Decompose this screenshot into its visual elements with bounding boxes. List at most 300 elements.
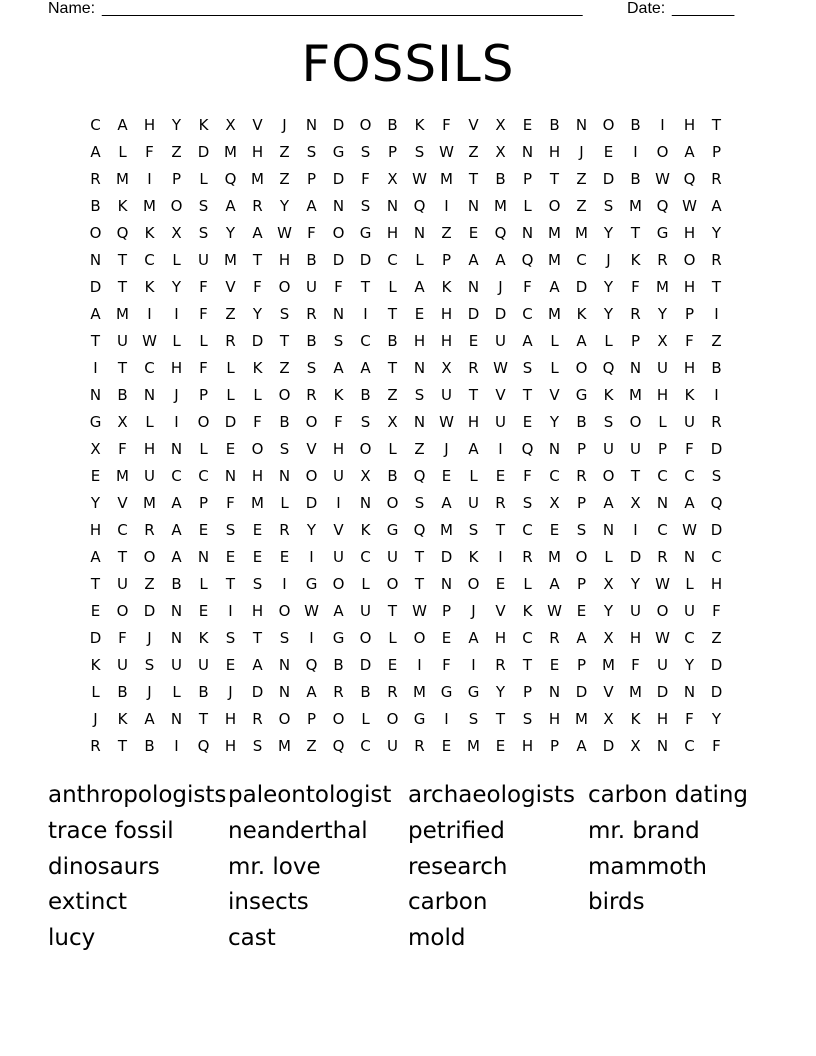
grid-letter[interactable]: B xyxy=(117,386,128,404)
grid-letter[interactable]: A xyxy=(171,521,182,539)
grid-letter[interactable]: Z xyxy=(576,170,587,188)
grid-letter[interactable]: I xyxy=(174,737,179,755)
grid-letter[interactable]: Y xyxy=(684,656,695,674)
grid-letter[interactable]: B xyxy=(306,251,317,269)
grid-letter[interactable]: S xyxy=(468,521,479,539)
grid-letter[interactable]: P xyxy=(684,305,695,323)
grid-letter[interactable]: W xyxy=(277,224,292,242)
grid-letter[interactable]: F xyxy=(199,305,208,323)
grid-letter[interactable]: E xyxy=(576,602,587,620)
grid-letter[interactable]: H xyxy=(386,224,399,242)
grid-letter[interactable]: S xyxy=(333,332,344,350)
grid-letter[interactable]: M xyxy=(116,305,129,323)
grid-letter[interactable]: R xyxy=(657,251,668,269)
grid-letter[interactable]: H xyxy=(683,278,696,296)
grid-letter[interactable]: L xyxy=(361,710,370,728)
grid-letter[interactable]: M xyxy=(548,548,561,566)
grid-letter[interactable]: M xyxy=(575,224,588,242)
grid-letter[interactable]: N xyxy=(575,116,588,134)
grid-letter[interactable]: Q xyxy=(413,197,426,215)
grid-letter[interactable]: O xyxy=(359,116,372,134)
grid-letter[interactable]: C xyxy=(117,521,128,539)
grid-letter[interactable]: L xyxy=(523,575,532,593)
grid-letter[interactable]: A xyxy=(117,116,128,134)
grid-letter[interactable]: C xyxy=(360,548,371,566)
grid-letter[interactable]: I xyxy=(444,710,449,728)
grid-letter[interactable]: T xyxy=(414,548,425,566)
grid-letter[interactable]: O xyxy=(332,710,345,728)
grid-letter[interactable]: C xyxy=(171,467,182,485)
grid-letter[interactable]: P xyxy=(549,737,560,755)
grid-letter[interactable]: D xyxy=(251,332,264,350)
grid-letter[interactable]: B xyxy=(711,359,722,377)
grid-letter[interactable]: Y xyxy=(630,575,641,593)
grid-letter[interactable]: H xyxy=(548,710,561,728)
grid-letter[interactable]: J xyxy=(282,116,287,134)
grid-letter[interactable]: C xyxy=(360,332,371,350)
grid-letter[interactable]: O xyxy=(197,413,210,431)
grid-letter[interactable]: E xyxy=(252,521,263,539)
grid-letter[interactable]: A xyxy=(252,224,263,242)
grid-letter[interactable]: H xyxy=(683,224,696,242)
grid-letter[interactable]: M xyxy=(575,710,588,728)
grid-letter[interactable]: D xyxy=(602,170,615,188)
grid-letter[interactable]: M xyxy=(656,278,669,296)
grid-letter[interactable]: X xyxy=(630,737,641,755)
grid-letter[interactable]: V xyxy=(495,386,506,404)
grid-letter[interactable]: Y xyxy=(603,305,614,323)
grid-letter[interactable]: T xyxy=(117,359,128,377)
grid-letter[interactable]: O xyxy=(170,197,183,215)
grid-letter[interactable]: F xyxy=(685,710,694,728)
grid-letter[interactable]: Y xyxy=(657,305,668,323)
grid-letter[interactable]: B xyxy=(306,332,317,350)
grid-letter[interactable]: O xyxy=(575,359,588,377)
grid-letter[interactable]: W xyxy=(493,359,508,377)
grid-letter[interactable]: E xyxy=(198,602,209,620)
grid-letter[interactable]: C xyxy=(522,305,533,323)
grid-letter[interactable]: P xyxy=(387,143,398,161)
grid-letter[interactable]: L xyxy=(253,386,262,404)
grid-letter[interactable]: G xyxy=(656,224,669,242)
grid-letter[interactable]: B xyxy=(387,332,398,350)
grid-letter[interactable]: U xyxy=(630,602,641,620)
grid-letter[interactable]: E xyxy=(198,521,209,539)
grid-letter[interactable]: O xyxy=(278,710,291,728)
grid-letter[interactable]: T xyxy=(522,656,533,674)
grid-letter[interactable]: F xyxy=(199,359,208,377)
grid-letter[interactable]: M xyxy=(548,305,561,323)
grid-letter[interactable]: F xyxy=(307,224,316,242)
grid-letter[interactable]: C xyxy=(684,467,695,485)
grid-letter[interactable]: H xyxy=(251,602,264,620)
grid-letter[interactable]: D xyxy=(359,251,372,269)
grid-letter[interactable]: D xyxy=(332,170,345,188)
grid-letter[interactable]: T xyxy=(495,521,506,539)
grid-letter[interactable]: Q xyxy=(305,656,318,674)
grid-letter[interactable]: B xyxy=(387,116,398,134)
grid-letter[interactable]: A xyxy=(522,332,533,350)
grid-letter[interactable]: X xyxy=(495,116,506,134)
grid-letter[interactable]: N xyxy=(548,683,561,701)
grid-letter[interactable]: H xyxy=(251,467,264,485)
grid-letter[interactable]: E xyxy=(495,575,506,593)
grid-letter[interactable]: I xyxy=(498,548,503,566)
grid-letter[interactable]: R xyxy=(279,521,290,539)
grid-letter[interactable]: R xyxy=(495,656,506,674)
grid-letter[interactable]: A xyxy=(441,494,452,512)
grid-letter[interactable]: O xyxy=(332,575,345,593)
grid-letter[interactable]: C xyxy=(711,548,722,566)
grid-letter[interactable]: S xyxy=(522,710,533,728)
grid-letter[interactable]: U xyxy=(468,494,479,512)
grid-letter[interactable]: M xyxy=(116,170,129,188)
grid-letter[interactable]: V xyxy=(306,440,317,458)
grid-letter[interactable]: M xyxy=(467,737,480,755)
grid-letter[interactable]: D xyxy=(143,602,156,620)
grid-letter[interactable]: T xyxy=(495,710,506,728)
grid-letter[interactable]: N xyxy=(521,143,534,161)
grid-letter[interactable]: Q xyxy=(494,224,507,242)
grid-letter[interactable]: I xyxy=(633,521,638,539)
grid-letter[interactable]: M xyxy=(602,656,615,674)
grid-letter[interactable]: C xyxy=(576,251,587,269)
grid-letter[interactable]: B xyxy=(198,683,209,701)
grid-letter[interactable]: E xyxy=(468,332,479,350)
grid-letter[interactable]: I xyxy=(228,602,233,620)
grid-letter[interactable]: O xyxy=(386,575,399,593)
grid-letter[interactable]: O xyxy=(602,467,615,485)
grid-letter[interactable]: S xyxy=(414,143,425,161)
grid-letter[interactable]: O xyxy=(629,413,642,431)
grid-letter[interactable]: C xyxy=(144,359,155,377)
grid-letter[interactable]: A xyxy=(333,602,344,620)
grid-letter[interactable]: H xyxy=(251,143,264,161)
grid-letter[interactable]: T xyxy=(117,548,128,566)
date-blank-line[interactable]: _______ xyxy=(672,0,735,17)
grid-letter[interactable]: D xyxy=(656,683,669,701)
grid-letter[interactable]: T xyxy=(90,575,101,593)
grid-letter[interactable]: X xyxy=(630,494,641,512)
grid-letter[interactable]: T xyxy=(522,386,533,404)
grid-letter[interactable]: R xyxy=(576,467,587,485)
grid-letter[interactable]: S xyxy=(279,440,290,458)
grid-letter[interactable]: K xyxy=(576,305,587,323)
grid-letter[interactable]: X xyxy=(171,224,182,242)
grid-letter[interactable]: Z xyxy=(711,332,722,350)
grid-letter[interactable]: R xyxy=(711,170,722,188)
grid-letter[interactable]: Z xyxy=(279,143,290,161)
grid-letter[interactable]: Q xyxy=(521,440,534,458)
grid-letter[interactable]: X xyxy=(441,359,452,377)
grid-letter[interactable]: L xyxy=(361,575,370,593)
grid-letter[interactable]: Q xyxy=(197,737,210,755)
grid-letter[interactable]: H xyxy=(224,710,237,728)
grid-letter[interactable]: K xyxy=(117,710,128,728)
grid-letter[interactable]: P xyxy=(630,332,641,350)
grid-letter[interactable]: L xyxy=(199,170,208,188)
grid-letter[interactable]: L xyxy=(685,575,694,593)
grid-letter[interactable]: E xyxy=(549,521,560,539)
grid-letter[interactable]: I xyxy=(174,305,179,323)
grid-letter[interactable]: N xyxy=(332,197,345,215)
grid-letter[interactable]: G xyxy=(386,521,399,539)
grid-letter[interactable]: R xyxy=(225,332,236,350)
grid-letter[interactable]: Z xyxy=(279,170,290,188)
grid-letter[interactable]: N xyxy=(656,737,669,755)
grid-letter[interactable]: Z xyxy=(279,359,290,377)
grid-letter[interactable]: S xyxy=(576,521,587,539)
grid-letter[interactable]: I xyxy=(336,494,341,512)
grid-letter[interactable]: D xyxy=(89,629,102,647)
grid-letter[interactable]: A xyxy=(144,710,155,728)
grid-letter[interactable]: D xyxy=(440,548,453,566)
grid-letter[interactable]: Y xyxy=(711,224,722,242)
grid-letter[interactable]: S xyxy=(252,737,263,755)
grid-letter[interactable]: A xyxy=(468,629,479,647)
grid-letter[interactable]: G xyxy=(359,224,372,242)
grid-letter[interactable]: M xyxy=(629,197,642,215)
grid-letter[interactable]: B xyxy=(576,413,587,431)
grid-letter[interactable]: D xyxy=(224,413,237,431)
grid-letter[interactable]: B xyxy=(495,170,506,188)
grid-letter[interactable]: D xyxy=(467,305,480,323)
grid-letter[interactable]: C xyxy=(657,467,668,485)
grid-letter[interactable]: M xyxy=(143,494,156,512)
grid-letter[interactable]: K xyxy=(360,521,371,539)
grid-letter[interactable]: T xyxy=(387,305,398,323)
grid-letter[interactable]: T xyxy=(252,251,263,269)
grid-letter[interactable]: Y xyxy=(252,305,263,323)
grid-letter[interactable]: Q xyxy=(116,224,129,242)
grid-letter[interactable]: Y xyxy=(225,224,236,242)
grid-letter[interactable]: N xyxy=(170,602,183,620)
grid-letter[interactable]: O xyxy=(413,629,426,647)
grid-letter[interactable]: N xyxy=(143,386,156,404)
grid-letter[interactable]: P xyxy=(198,386,209,404)
grid-letter[interactable]: H xyxy=(467,413,480,431)
grid-letter[interactable]: Q xyxy=(683,170,696,188)
grid-letter[interactable]: F xyxy=(253,278,262,296)
grid-letter[interactable]: F xyxy=(523,278,532,296)
grid-letter[interactable]: I xyxy=(309,548,314,566)
grid-letter[interactable]: P xyxy=(576,575,587,593)
grid-letter[interactable]: S xyxy=(522,359,533,377)
grid-letter[interactable]: Q xyxy=(521,251,534,269)
grid-letter[interactable]: B xyxy=(117,683,128,701)
grid-letter[interactable]: P xyxy=(171,170,182,188)
grid-letter[interactable]: J xyxy=(579,143,584,161)
grid-letter[interactable]: V xyxy=(603,683,614,701)
grid-letter[interactable]: L xyxy=(118,143,127,161)
grid-letter[interactable]: O xyxy=(116,602,129,620)
grid-letter[interactable]: C xyxy=(90,116,101,134)
grid-letter[interactable]: E xyxy=(225,548,236,566)
grid-letter[interactable]: V xyxy=(225,278,236,296)
grid-letter[interactable]: T xyxy=(90,332,101,350)
grid-letter[interactable]: Z xyxy=(468,143,479,161)
grid-letter[interactable]: C xyxy=(198,467,209,485)
grid-letter[interactable]: X xyxy=(549,494,560,512)
grid-letter[interactable]: D xyxy=(575,278,588,296)
grid-letter[interactable]: L xyxy=(226,359,235,377)
grid-letter[interactable]: S xyxy=(225,629,236,647)
grid-letter[interactable]: Y xyxy=(549,413,560,431)
grid-letter[interactable]: N xyxy=(386,197,399,215)
grid-letter[interactable]: F xyxy=(118,440,127,458)
grid-letter[interactable]: I xyxy=(174,413,179,431)
grid-letter[interactable]: S xyxy=(360,413,371,431)
grid-letter[interactable]: Z xyxy=(414,440,425,458)
grid-letter[interactable]: E xyxy=(414,305,425,323)
grid-letter[interactable]: B xyxy=(387,467,398,485)
grid-letter[interactable]: I xyxy=(471,656,476,674)
grid-letter[interactable]: E xyxy=(603,143,614,161)
grid-letter[interactable]: L xyxy=(172,332,181,350)
grid-letter[interactable]: T xyxy=(279,332,290,350)
grid-letter[interactable]: A xyxy=(333,359,344,377)
grid-letter[interactable]: E xyxy=(495,737,506,755)
grid-letter[interactable]: T xyxy=(468,170,479,188)
grid-letter[interactable]: U xyxy=(630,440,641,458)
grid-letter[interactable]: L xyxy=(388,440,397,458)
grid-letter[interactable]: T xyxy=(549,170,560,188)
grid-letter[interactable]: W xyxy=(412,170,427,188)
grid-letter[interactable]: G xyxy=(89,413,102,431)
grid-letter[interactable]: S xyxy=(603,197,614,215)
grid-letter[interactable]: E xyxy=(387,656,398,674)
grid-letter[interactable]: H xyxy=(656,386,669,404)
grid-letter[interactable]: H xyxy=(143,440,156,458)
grid-letter[interactable]: Q xyxy=(602,359,615,377)
grid-letter[interactable]: D xyxy=(251,683,264,701)
grid-letter[interactable]: W xyxy=(547,602,562,620)
grid-letter[interactable]: R xyxy=(711,251,722,269)
grid-letter[interactable]: N xyxy=(521,224,534,242)
grid-letter[interactable]: N xyxy=(683,683,696,701)
grid-letter[interactable]: G xyxy=(305,575,318,593)
grid-letter[interactable]: O xyxy=(359,440,372,458)
grid-letter[interactable]: B xyxy=(144,737,155,755)
grid-letter[interactable]: T xyxy=(252,629,263,647)
grid-letter[interactable]: A xyxy=(576,332,587,350)
grid-letter[interactable]: F xyxy=(685,440,694,458)
grid-letter[interactable]: P xyxy=(441,602,452,620)
grid-letter[interactable]: K xyxy=(144,224,155,242)
grid-letter[interactable]: K xyxy=(630,251,641,269)
grid-letter[interactable]: M xyxy=(251,494,264,512)
grid-letter[interactable]: H xyxy=(521,737,534,755)
grid-letter[interactable]: T xyxy=(468,386,479,404)
grid-letter[interactable]: D xyxy=(494,305,507,323)
grid-letter[interactable]: T xyxy=(117,278,128,296)
grid-letter[interactable]: R xyxy=(711,413,722,431)
grid-letter[interactable]: X xyxy=(603,575,614,593)
grid-letter[interactable]: Y xyxy=(711,710,722,728)
grid-letter[interactable]: K xyxy=(603,386,614,404)
grid-letter[interactable]: A xyxy=(495,251,506,269)
grid-letter[interactable]: Z xyxy=(306,737,317,755)
grid-letter[interactable]: P xyxy=(576,656,587,674)
grid-letter[interactable]: D xyxy=(197,143,210,161)
grid-letter[interactable]: A xyxy=(711,197,722,215)
grid-letter[interactable]: G xyxy=(332,143,345,161)
grid-letter[interactable]: D xyxy=(89,278,102,296)
grid-letter[interactable]: K xyxy=(684,386,695,404)
grid-letter[interactable]: E xyxy=(279,548,290,566)
grid-letter[interactable]: F xyxy=(685,332,694,350)
grid-letter[interactable]: L xyxy=(199,575,208,593)
grid-letter[interactable]: G xyxy=(440,683,453,701)
grid-letter[interactable]: O xyxy=(251,440,264,458)
grid-letter[interactable]: W xyxy=(439,413,454,431)
grid-letter[interactable]: N xyxy=(683,548,696,566)
grid-letter[interactable]: Z xyxy=(441,224,452,242)
grid-letter[interactable]: B xyxy=(549,116,560,134)
grid-letter[interactable]: C xyxy=(360,737,371,755)
grid-letter[interactable]: L xyxy=(415,251,424,269)
grid-letter[interactable]: J xyxy=(444,440,449,458)
grid-letter[interactable]: Q xyxy=(656,197,669,215)
grid-letter[interactable]: G xyxy=(467,683,480,701)
grid-letter[interactable]: M xyxy=(224,143,237,161)
grid-letter[interactable]: U xyxy=(333,467,344,485)
grid-letter[interactable]: F xyxy=(442,656,451,674)
grid-letter[interactable]: O xyxy=(656,602,669,620)
grid-letter[interactable]: A xyxy=(468,440,479,458)
grid-letter[interactable]: P xyxy=(576,440,587,458)
grid-letter[interactable]: O xyxy=(278,386,291,404)
grid-letter[interactable]: A xyxy=(90,305,101,323)
grid-letter[interactable]: U xyxy=(360,602,371,620)
grid-letter[interactable]: Q xyxy=(224,170,237,188)
grid-letter[interactable]: U xyxy=(171,656,182,674)
grid-letter[interactable]: W xyxy=(682,197,697,215)
grid-letter[interactable]: D xyxy=(305,494,318,512)
grid-letter[interactable]: Y xyxy=(306,521,317,539)
grid-letter[interactable]: A xyxy=(360,359,371,377)
grid-letter[interactable]: N xyxy=(332,305,345,323)
grid-letter[interactable]: C xyxy=(684,737,695,755)
grid-letter[interactable]: N xyxy=(170,710,183,728)
grid-letter[interactable]: K xyxy=(90,656,101,674)
grid-letter[interactable]: U xyxy=(495,332,506,350)
grid-letter[interactable]: N xyxy=(89,251,102,269)
grid-letter[interactable]: H xyxy=(656,710,669,728)
grid-letter[interactable]: D xyxy=(710,440,723,458)
grid-letter[interactable]: H xyxy=(89,521,102,539)
grid-letter[interactable]: Q xyxy=(413,467,426,485)
grid-letter[interactable]: A xyxy=(468,251,479,269)
grid-letter[interactable]: H xyxy=(710,575,723,593)
grid-letter[interactable]: N xyxy=(413,224,426,242)
grid-letter[interactable]: H xyxy=(683,359,696,377)
grid-letter[interactable]: O xyxy=(548,197,561,215)
grid-letter[interactable]: O xyxy=(278,602,291,620)
grid-letter[interactable]: L xyxy=(469,467,478,485)
grid-letter[interactable]: F xyxy=(442,116,451,134)
grid-letter[interactable]: L xyxy=(145,413,154,431)
grid-letter[interactable]: Z xyxy=(171,143,182,161)
grid-letter[interactable]: E xyxy=(441,467,452,485)
grid-letter[interactable]: P xyxy=(441,251,452,269)
grid-letter[interactable]: R xyxy=(144,521,155,539)
grid-letter[interactable]: O xyxy=(656,143,669,161)
grid-letter[interactable]: J xyxy=(174,386,179,404)
grid-letter[interactable]: J xyxy=(228,683,233,701)
grid-letter[interactable]: K xyxy=(468,548,479,566)
name-blank-line[interactable]: ______________________________________________________ xyxy=(102,0,583,17)
